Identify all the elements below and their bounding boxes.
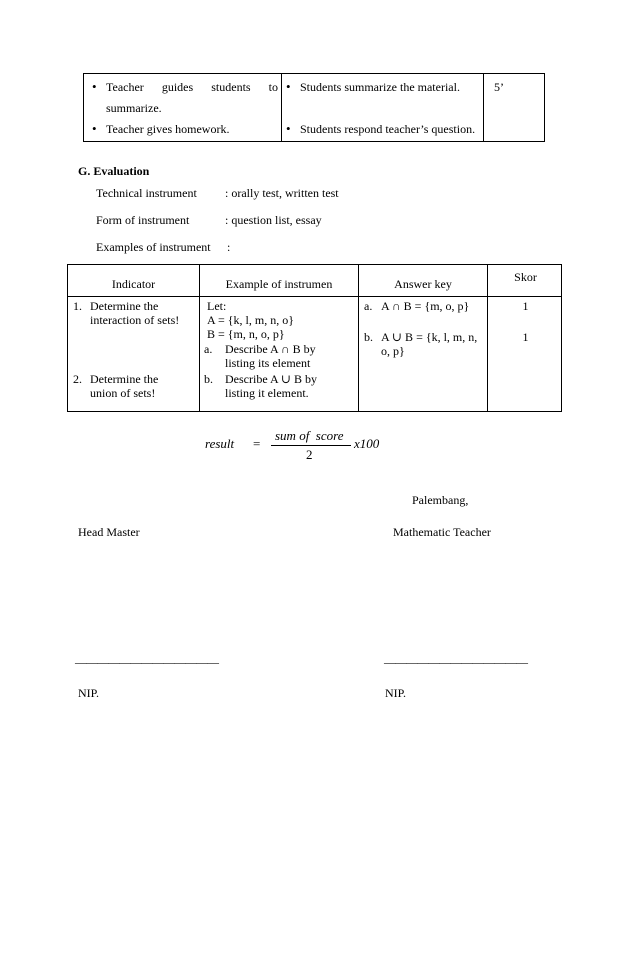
score-formula <box>205 428 405 468</box>
question-letter: a. <box>204 342 213 356</box>
indicator-text: interaction of sets! <box>90 313 180 327</box>
teacher-activity-item: • Teacher gives homework. <box>106 122 229 137</box>
section-heading: G. Evaluation <box>78 164 150 178</box>
column-divider <box>483 74 484 141</box>
word: • Teacher <box>106 80 144 94</box>
formula-multiplier: x100 <box>354 436 380 451</box>
indicator-text: Determine the <box>90 299 159 313</box>
answer-text: o, p} <box>381 344 405 358</box>
nip-left: NIP. <box>78 686 100 700</box>
formula-numerator: sum of score <box>275 428 344 443</box>
answer-item <box>364 299 486 313</box>
answer-text: A ∩ B = {m, o, p} <box>381 299 470 313</box>
question-text: listing it element. <box>225 386 309 400</box>
example-content <box>207 299 357 341</box>
eval-value: : question list, essay <box>225 213 322 227</box>
activity-table <box>83 73 545 142</box>
column-divider <box>281 74 282 141</box>
signature-line-right: ————————————— <box>384 655 527 669</box>
question-text: Describe A ∪ B by <box>225 372 318 386</box>
formula-lhs: result <box>205 436 235 451</box>
question-letter: b. <box>204 372 213 386</box>
question-text: listing its element <box>225 356 311 370</box>
eval-label: Technical instrument <box>96 186 197 200</box>
example-question <box>204 342 356 370</box>
nip-right: NIP. <box>385 686 407 700</box>
answer-item <box>364 330 486 358</box>
formula-denominator: 2 <box>306 447 313 462</box>
indicator-number: 1. <box>73 299 82 313</box>
word: students <box>211 80 251 94</box>
indicator-number: 2. <box>73 372 82 386</box>
teacher-title: Mathematic Teacher <box>393 525 491 539</box>
answer-letter: b. <box>364 330 373 344</box>
word: to <box>268 80 278 94</box>
header-example: Example of instrumen <box>225 277 333 291</box>
eval-label: Form of instrument <box>96 213 190 227</box>
indicator-item <box>73 299 197 327</box>
word: guides <box>161 80 194 94</box>
student-activity-item: • Students respond teacher’s question. <box>300 122 475 137</box>
signature-line-left: ————————————— <box>75 655 218 669</box>
time-allocation: 5’ <box>494 80 504 94</box>
header-indicator: Indicator <box>111 277 156 291</box>
answer-text: A ∪ B = {k, l, m, n, <box>381 330 478 344</box>
example-line: B = {m, n, o, p} <box>207 327 285 341</box>
example-line: A = {k, l, m, n, o} <box>207 313 294 327</box>
header-answer-key: Answer key <box>394 277 452 291</box>
score-value: 1 <box>522 299 529 313</box>
student-activity-item: • Students summarize the material. <box>300 80 460 95</box>
header-score: Skor <box>514 270 537 284</box>
eval-label: Examples of instrument <box>96 240 211 254</box>
head-master-title: Head Master <box>78 525 140 539</box>
word: summarize. <box>106 101 162 115</box>
teacher-activity-item <box>106 80 278 116</box>
evaluation-table <box>67 264 562 412</box>
example-question <box>204 372 356 400</box>
signing-place: Palembang, <box>412 493 469 507</box>
formula-equals: = <box>253 436 261 451</box>
indicator-text: union of sets! <box>90 386 156 400</box>
answer-letter: a. <box>364 299 373 313</box>
example-line: Let: <box>207 299 227 313</box>
eval-value: : orally test, written test <box>225 186 339 200</box>
indicator-text: Determine the <box>90 372 159 386</box>
eval-value: : <box>227 240 231 254</box>
fraction-bar <box>271 445 351 446</box>
score-value: 1 <box>522 330 529 344</box>
question-text: Describe A ∩ B by <box>225 342 316 356</box>
indicator-item <box>73 372 197 400</box>
